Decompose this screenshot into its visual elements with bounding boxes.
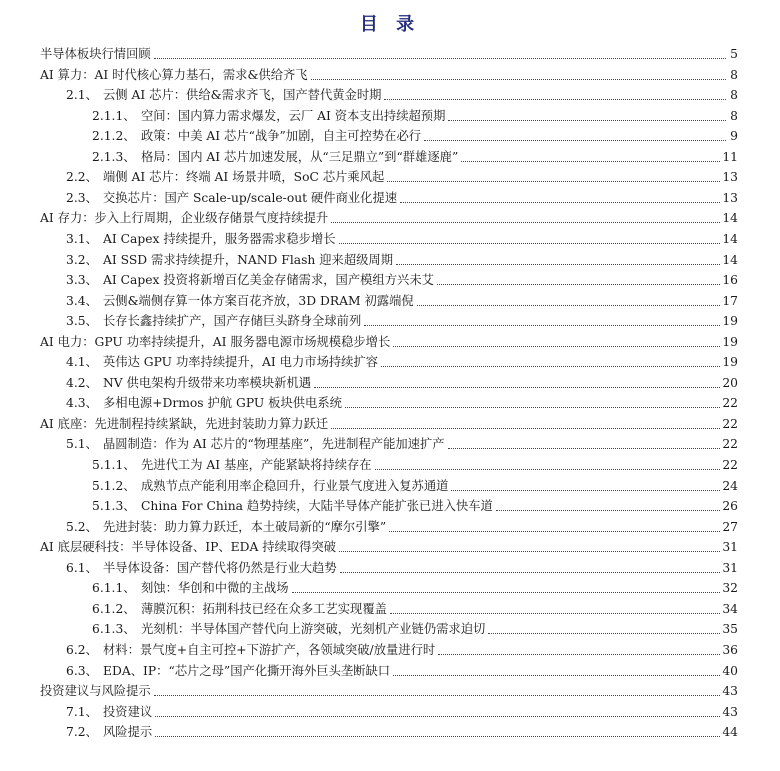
toc-entry-page: 43 xyxy=(722,704,738,719)
toc-entry-number: 5.1.2、 xyxy=(92,478,136,493)
toc-entry-number: 7.2、 xyxy=(66,725,98,740)
toc-entry-number: 5.1、 xyxy=(66,437,98,452)
toc-entry-text: 空间：国内算力需求爆发，云厂 AI 资本支出持续超预期 xyxy=(141,108,446,123)
toc-entry-page: 8 xyxy=(730,88,738,103)
toc-dot-leader xyxy=(448,119,726,121)
toc-entry-page: 44 xyxy=(722,725,738,740)
toc-entry[interactable] xyxy=(66,165,738,185)
toc-entry-text: China For China 趋势持续，大陆半导体产能扩张已进入快车道 xyxy=(141,499,493,514)
toc-dot-leader xyxy=(155,715,720,717)
toc-dot-leader xyxy=(364,324,720,326)
toc-dot-leader xyxy=(384,98,726,100)
toc-entry-number: 2.1.3、 xyxy=(92,149,136,164)
toc-entry-number: 2.1、 xyxy=(66,88,98,103)
toc-entry-text: 先进代工为 AI 基座，产能紧缺将持续存在 xyxy=(141,458,372,472)
toc-entry[interactable] xyxy=(66,556,738,576)
toc-entry-text: EDA、IP：“芯片之母”国产化撕开海外巨头垄断缺口 xyxy=(103,663,391,678)
toc-entry-page: 14 xyxy=(722,211,738,226)
toc-dot-leader xyxy=(400,201,720,203)
toc-dot-leader xyxy=(389,530,720,532)
toc-dot-leader xyxy=(451,489,720,491)
toc-entry[interactable] xyxy=(92,597,738,617)
toc-entry-text: 政策：中美 AI 芯片“战争”加剧，自主可控势在必行 xyxy=(141,129,422,144)
toc-entry-page: 31 xyxy=(722,560,738,575)
toc-entry-page: 14 xyxy=(722,231,738,246)
toc-entry[interactable] xyxy=(92,124,738,144)
toc-entry-number: 3.4、 xyxy=(66,293,98,308)
toc-entry[interactable] xyxy=(92,617,738,637)
toc-entry-page: 31 xyxy=(722,540,738,555)
toc-entry-page: 36 xyxy=(722,642,738,657)
toc-entry-text: 格局：国内 AI 芯片加速发展，从“三足鼎立”到“群雄逐鹿” xyxy=(141,149,459,164)
toc-entry[interactable] xyxy=(40,679,738,699)
toc-entry-text: AI Capex 持续提升，服务器需求稳步增长 xyxy=(103,231,336,246)
toc-dot-leader xyxy=(461,160,720,162)
toc-entry[interactable] xyxy=(66,83,738,103)
toc-title: 目 录 xyxy=(359,14,421,35)
toc-dot-leader xyxy=(314,386,720,388)
toc-entry-text: 材料：景气度+自主可控+下游扩产，各领域突破/放量进行时 xyxy=(103,642,436,657)
toc-entry[interactable] xyxy=(66,227,738,247)
toc-entry-page: 35 xyxy=(722,622,738,637)
toc-entry-number: 3.1、 xyxy=(66,231,98,246)
toc-entry-number: 6.2、 xyxy=(66,642,98,657)
toc-dot-leader xyxy=(488,632,720,634)
toc-entry-page: 40 xyxy=(722,663,738,678)
toc-entry-page: 16 xyxy=(722,273,738,288)
toc-dot-leader xyxy=(375,468,721,470)
toc-dot-leader xyxy=(424,139,726,141)
toc-entry-page: 5 xyxy=(730,47,738,61)
toc-entry-text: 长存长鑫持续扩产，国产存储巨头跻身全球前列 xyxy=(103,314,362,329)
toc-entry-number: 2.3、 xyxy=(66,190,98,205)
toc-entry-text: AI 存力：步入上行周期，企业级存储景气度持续提升 xyxy=(40,211,329,226)
toc-dot-leader xyxy=(437,283,720,285)
toc-entry[interactable] xyxy=(66,289,738,309)
toc-entry-number: 3.2、 xyxy=(66,252,98,267)
toc-entry-number: 3.5、 xyxy=(66,314,98,329)
toc-entry-text: 晶圆制造：作为 AI 芯片的“物理基座”，先进制程产能加速扩产 xyxy=(103,437,445,452)
toc-entry-text: 先进封装：助力算力跃迁，本土破局新的“摩尔引擎” xyxy=(103,519,387,534)
toc-entry-text: AI 电力：GPU 功率持续提升，AI 服务器电源市场规模稳步增长 xyxy=(40,334,391,349)
toc-entry[interactable] xyxy=(66,720,738,740)
toc-entry-number: 6.1.1、 xyxy=(92,581,136,596)
toc-dot-leader xyxy=(340,571,721,573)
toc-entry-text: NV 供电架构升级带来功率模块新机遇 xyxy=(103,375,312,390)
toc-entry-number: 4.2、 xyxy=(66,375,98,390)
toc-dot-leader xyxy=(448,447,721,449)
toc-entry-number: 5.1.1、 xyxy=(92,458,136,472)
toc-dot-leader xyxy=(292,591,721,593)
toc-entry[interactable] xyxy=(92,576,738,596)
toc-entry-page: 22 xyxy=(722,458,738,472)
toc-entry[interactable] xyxy=(66,248,738,268)
toc-entry-page: 20 xyxy=(722,375,738,390)
toc-entry-number: 6.1.3、 xyxy=(92,622,136,637)
toc-entry[interactable] xyxy=(66,700,738,720)
toc-entry[interactable] xyxy=(66,432,738,452)
toc-entry-text: AI 底层硬科技：半导体设备、IP、EDA 持续取得突破 xyxy=(40,540,337,555)
toc-entry-page: 22 xyxy=(722,396,738,411)
toc-dot-leader xyxy=(345,406,720,408)
toc-dot-leader xyxy=(496,509,721,511)
toc-entry-text: 成熟节点产能利用率企稳回升，行业景气度进入复苏通道 xyxy=(141,478,449,493)
toc-entry[interactable] xyxy=(66,391,738,411)
toc-entry-text: 半导体设备：国产替代将仍然是行业大趋势 xyxy=(103,560,337,575)
toc-dot-leader xyxy=(438,653,720,655)
toc-entry[interactable] xyxy=(66,350,738,370)
toc-dot-leader xyxy=(154,694,721,696)
toc-dot-leader xyxy=(387,180,720,182)
toc-entry-text: 云侧 AI 芯片：供给&需求齐飞，国产替代黄金时期 xyxy=(103,88,382,103)
toc-entry[interactable] xyxy=(66,371,738,391)
toc-entry-page: 13 xyxy=(722,170,738,185)
toc-entry-text: 半导体板块行情回顾 xyxy=(40,47,151,61)
toc-entry[interactable] xyxy=(66,309,738,329)
toc-entry[interactable] xyxy=(92,145,738,165)
toc-dot-leader xyxy=(311,78,726,80)
toc-entry[interactable] xyxy=(92,494,738,514)
toc-entry-number: 7.1、 xyxy=(66,704,98,719)
toc-dot-leader xyxy=(396,263,720,265)
toc-dot-leader xyxy=(155,735,720,737)
toc-entry[interactable] xyxy=(66,515,738,535)
toc-entry[interactable] xyxy=(92,104,738,124)
toc-dot-leader xyxy=(381,365,720,367)
toc-entry-page: 13 xyxy=(722,190,738,205)
toc-entry[interactable] xyxy=(92,453,738,473)
toc-entry-page: 34 xyxy=(722,601,738,616)
toc-entry-page: 9 xyxy=(730,129,738,144)
toc-entry[interactable] xyxy=(40,206,738,226)
toc-dot-leader xyxy=(331,427,720,429)
toc-entry-text: 多相电源+Drmos 护航 GPU 板块供电系统 xyxy=(103,396,342,411)
toc-entry-page: 19 xyxy=(722,334,738,349)
toc-entry-page: 24 xyxy=(722,478,738,493)
toc-entry-text: 刻蚀：华创和中微的主战场 xyxy=(141,581,289,596)
toc-entry[interactable] xyxy=(66,186,738,206)
toc-entry-number: 4.3、 xyxy=(66,396,98,411)
toc-entry-page: 27 xyxy=(722,519,738,534)
toc-entry-page: 8 xyxy=(730,108,738,123)
toc-entry[interactable] xyxy=(40,42,738,62)
toc-entry-page: 43 xyxy=(722,684,738,699)
toc-dot-leader xyxy=(154,57,726,59)
toc-entry[interactable] xyxy=(40,330,738,350)
toc-entry[interactable] xyxy=(40,412,738,432)
toc-entry[interactable] xyxy=(66,659,738,679)
toc-entry-page: 26 xyxy=(722,499,738,514)
toc-entry-text: 投资建议 xyxy=(103,704,153,719)
toc-entry[interactable] xyxy=(66,638,738,658)
toc-entry-number: 3.3、 xyxy=(66,273,98,288)
toc-entry-text: 薄膜沉积：拓荆科技已经在众多工艺实现覆盖 xyxy=(141,601,387,616)
toc-entry-text: 风险提示 xyxy=(103,725,153,740)
toc-dot-leader xyxy=(393,674,720,676)
toc-entry-number: 6.3、 xyxy=(66,663,98,678)
toc-entry-number: 5.2、 xyxy=(66,519,98,534)
toc-entry-page: 11 xyxy=(722,149,738,164)
toc-entry-number: 5.1.3、 xyxy=(92,499,136,514)
toc-entry-page: 22 xyxy=(722,437,738,452)
toc-entry-page: 8 xyxy=(730,67,738,82)
toc-entry-text: AI 底座：先进制程持续紧缺，先进封装助力算力跃迁 xyxy=(40,416,329,431)
toc-entry-text: 云侧&端侧存算一体方案百花齐放，3D DRAM 初露端倪 xyxy=(103,293,414,308)
toc-entry-text: 交换芯片：国产 Scale-up/scale-out 硬件商业化提速 xyxy=(103,190,398,205)
toc-dot-leader xyxy=(390,612,720,614)
toc-dot-leader xyxy=(339,242,721,244)
toc-entry-number: 6.1.2、 xyxy=(92,601,136,616)
toc-entry-text: 投资建议与风险提示 xyxy=(40,684,151,699)
toc-entry-number: 2.2、 xyxy=(66,170,98,185)
toc-entry-page: 32 xyxy=(722,581,738,596)
toc-dot-leader xyxy=(417,304,721,306)
toc-entry-text: AI 算力：AI 时代核心算力基石，需求&供给齐飞 xyxy=(40,67,308,82)
toc-entry-number: 4.1、 xyxy=(66,355,98,370)
toc-entry-page: 14 xyxy=(722,252,738,267)
toc-entry-page: 17 xyxy=(722,293,738,308)
toc-entry-text: AI Capex 投资将新增百亿美金存储需求，国产模组方兴未艾 xyxy=(103,273,434,288)
toc-entry[interactable] xyxy=(92,474,738,494)
toc-entry[interactable] xyxy=(40,535,738,555)
toc-dot-leader xyxy=(331,221,720,223)
toc-entry-page: 19 xyxy=(722,314,738,329)
toc-entry-number: 6.1、 xyxy=(66,560,98,575)
toc-entry-text: 光刻机：半导体国产替代向上游突破，光刻机产业链仍需求迫切 xyxy=(141,622,486,637)
toc-entry-text: 英伟达 GPU 功率持续提升，AI 电力市场持续扩容 xyxy=(103,355,379,370)
toc-entry-number: 2.1.1、 xyxy=(92,108,136,123)
toc-entry[interactable] xyxy=(40,63,738,83)
toc-dot-leader xyxy=(339,550,720,552)
toc-entry-page: 19 xyxy=(722,355,738,370)
toc-entry-text: 端侧 AI 芯片：终端 AI 场景井喷，SoC 芯片乘风起 xyxy=(103,170,385,185)
toc-entry-text: AI SSD 需求持续提升，NAND Flash 迎来超级周期 xyxy=(103,252,394,267)
toc-dot-leader xyxy=(393,345,720,347)
toc-entry[interactable] xyxy=(66,268,738,288)
toc-entry-page: 22 xyxy=(722,416,738,431)
toc-entry-number: 2.1.2、 xyxy=(92,129,136,144)
